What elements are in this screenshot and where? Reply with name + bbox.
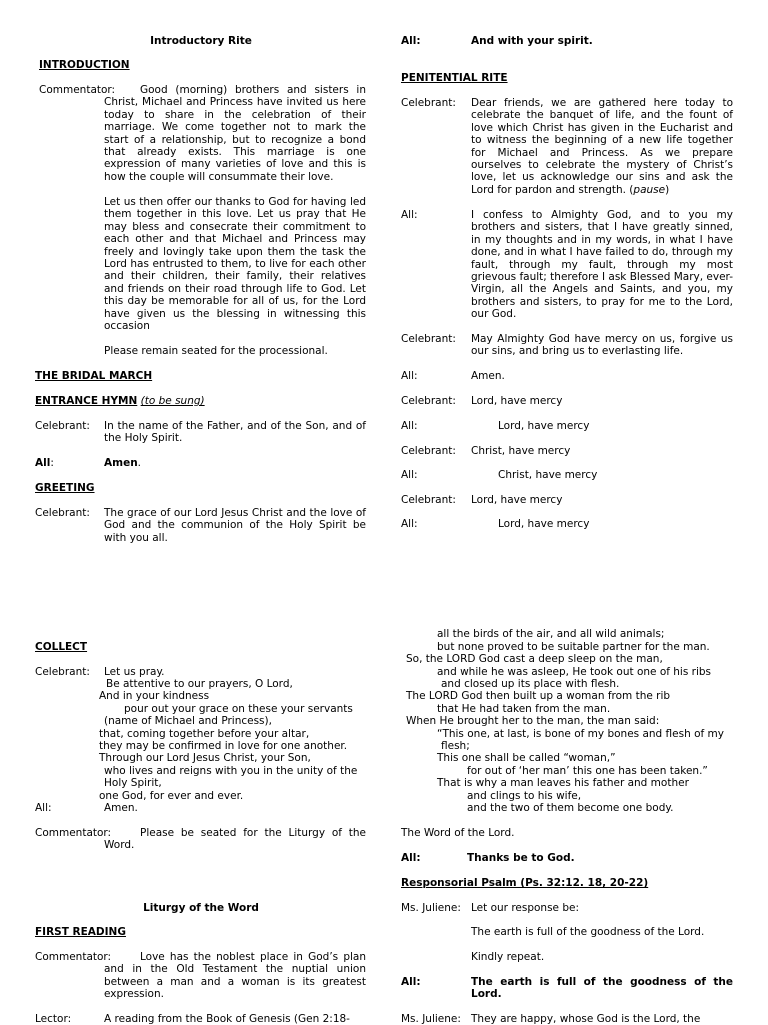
amen-response xyxy=(104,457,141,469)
reading-commentator-label: Commentator: xyxy=(35,951,112,963)
response-all-label: All: xyxy=(401,976,421,988)
collect-all-label: All: xyxy=(35,802,52,814)
kindly-repeat-text: Kindly repeat. xyxy=(471,951,545,963)
genesis-line: The LORD God then built up a woman from the rib xyxy=(406,690,671,702)
confiteor-text: I confess to Almighty God, and to you my brothers and sisters, that I have greatly sinned, in my thoughts and in my words, in what I have done, and in what I have failed to do, through my fault, through my fault, through my most grievous fault; therefore I ask Blessed Mary, ever-Virgin, all the Angels and Saints, and you, my brothers and sisters, to pray for me to the Lord, our God. xyxy=(471,209,733,321)
collect-heading: COLLECT xyxy=(35,641,88,653)
reading-intro-text: A reading from the Book of Genesis (Gen 2:18- xyxy=(104,1013,350,1025)
collect-line: Be attentive to our prayers, O Lord, xyxy=(106,678,293,690)
kyrie-all-1: All: xyxy=(401,420,418,432)
christe-line: Christ, have mercy xyxy=(471,445,571,457)
juliene-label-1: Ms. Juliene: xyxy=(401,902,461,914)
may-almighty-celebrant-label: Celebrant: xyxy=(401,333,456,345)
kyrie-response-3: Lord, have mercy xyxy=(498,518,590,530)
liturgy-of-word-title: Liturgy of the Word xyxy=(143,902,259,914)
genesis-line: “This one, at last, is bone of my bones and flesh of my xyxy=(437,728,724,740)
genesis-line: that He had taken from the man. xyxy=(437,703,611,715)
entrance-hymn-heading xyxy=(35,395,205,407)
genesis-line: flesh; xyxy=(441,740,470,752)
entrance-hymn-label: ENTRANCE HYMN xyxy=(35,395,138,407)
celebrant-label: Celebrant: xyxy=(35,420,90,432)
genesis-line: So, the LORD God cast a deep sleep on the man, xyxy=(406,653,663,665)
confiteor-all-label: All: xyxy=(401,209,418,221)
collect-amen: Amen. xyxy=(104,802,138,814)
penitential-rite-heading: PENITENTIAL RITE xyxy=(401,72,508,84)
christe-response: Christ, have mercy xyxy=(498,469,598,481)
collect-line: who lives and reigns with you in the unity of the xyxy=(104,765,358,777)
kyrie-line-3: Lord, have mercy xyxy=(471,494,563,506)
kyrie-all-2: All: xyxy=(401,469,418,481)
amen-text: Amen. xyxy=(471,370,505,382)
love-noblest-text: Love has the noblest place in God’s plan and in the Old Testament the nuptial union between a man and a woman is its greatest expression. xyxy=(104,951,366,1001)
penitential-celebrant-label: Celebrant: xyxy=(401,97,456,109)
kyrie-all-3: All: xyxy=(401,518,418,530)
greeting-celebrant-label: Celebrant: xyxy=(35,507,90,519)
genesis-line: all the birds of the air, and all wild animals; xyxy=(437,628,665,640)
collect-line: Let us pray. xyxy=(104,666,165,678)
dear-friends-body: Dear friends, we are gathered here today to celebrate the banquet of life, and the fount of love which Christ has given in the Eucharist and to witness the beginning of a new life together for Michael and Princess. As we prepare ourselves to celebrate the mystery of Christ’s love, let us acknowledge our sins and ask the Lord for pardon and strength. ( xyxy=(471,97,733,196)
earth-full-bold: The earth is full of the goodness of the Lord. xyxy=(471,976,733,1001)
responsorial-psalm-heading: Responsorial Psalm (Ps. 32:12. 18, 20-22) xyxy=(401,877,649,889)
pause-note: pause xyxy=(633,183,666,196)
genesis-line: This one shall be called “woman,” xyxy=(437,752,616,764)
genesis-line: and closed up its place with flesh. xyxy=(441,678,620,690)
they-are-happy-text: They are happy, whose God is the Lord, the xyxy=(471,1013,701,1025)
introductory-rite-title: Introductory Rite xyxy=(150,35,252,47)
lector-label: Lector: xyxy=(35,1013,72,1025)
kyrie-celebrant-3: Celebrant: xyxy=(401,494,456,506)
genesis-line: and the two of them become one body. xyxy=(467,802,674,814)
thanks-be-to-god: Thanks be to God. xyxy=(467,852,575,864)
collect-celebrant-label: Celebrant: xyxy=(35,666,90,678)
collect-line: (name of Michael and Princess), xyxy=(104,715,272,727)
sign-of-cross-text: In the name of the Father, and of the Son, and of the Holy Spirit. xyxy=(104,420,366,445)
intro-paragraph-2: Let us then offer our thanks to God for having led them together in this love. Let us pray that He may bless and consecrate their commitment to each other and that Michael and Princess may freely and lovingly take upon them the task the Lord has entrusted to them, to live for each other and their children, their family, their relatives and friends on their road through life to God. Let this day be memorable for all of us, for the Lord have given us the blessing in witnessing this occasion xyxy=(104,196,366,333)
kyrie-response-1: Lord, have mercy xyxy=(498,420,590,432)
earth-full-text: The earth is full of the goodness of the Lord. xyxy=(471,926,705,938)
collect-line: that, coming together before your altar, xyxy=(99,728,310,740)
liturgy-commentator-label: Commentator: xyxy=(35,827,112,839)
collect-line: they may be confirmed in love for one another. xyxy=(99,740,348,752)
collect-line: Through our Lord Jesus Christ, your Son, xyxy=(99,752,311,764)
word-of-lord: The Word of the Lord. xyxy=(401,827,515,839)
please-be-seated-text: Please be seated for the Liturgy of the Word. xyxy=(104,827,366,852)
kyrie-line-1: Lord, have mercy xyxy=(471,395,563,407)
kyrie-celebrant-2: Celebrant: xyxy=(401,445,456,457)
all-label: All xyxy=(35,457,51,469)
genesis-line: and while he was asleep, He took out one of his ribs xyxy=(437,666,712,678)
greeting-heading: GREETING xyxy=(35,482,95,494)
collect-line: pour out your grace on these your servants xyxy=(124,703,353,715)
commentator-label: Commentator: xyxy=(39,84,116,96)
kyrie-celebrant-1: Celebrant: xyxy=(401,395,456,407)
all-label-top: All: xyxy=(401,35,421,47)
response-be-text: Let our response be: xyxy=(471,902,580,914)
genesis-line: When He brought her to the man, the man said: xyxy=(406,715,660,727)
collect-line: one God, for ever and ever. xyxy=(99,790,244,802)
amen-all-label: All: xyxy=(401,370,418,382)
genesis-line: That is why a man leaves his father and mother xyxy=(437,777,689,789)
greeting-text: The grace of our Lord Jesus Christ and the love of God and the communion of the Holy Spirit be with you all. xyxy=(104,507,366,544)
may-almighty-text: May Almighty God have mercy on us, forgive us our sins, and bring us to everlasting life. xyxy=(471,333,733,358)
collect-line: Holy Spirit, xyxy=(104,777,162,789)
amen-dot: . xyxy=(137,457,142,469)
intro-paragraph-3: Please remain seated for the processional. xyxy=(104,345,328,357)
thanks-all-label: All: xyxy=(401,852,421,864)
pause-close: ) xyxy=(665,183,670,196)
dear-friends-text xyxy=(471,97,733,196)
genesis-line: but none proved to be suitable partner for the man. xyxy=(437,641,710,653)
juliene-label-2: Ms. Juliene: xyxy=(401,1013,461,1025)
first-reading-heading: FIRST READING xyxy=(35,926,126,938)
introduction-heading: INTRODUCTION xyxy=(39,59,130,71)
bridal-march-heading: THE BRIDAL MARCH xyxy=(35,370,153,382)
collect-line: And in your kindness xyxy=(99,690,210,702)
all-colon: : xyxy=(50,457,54,469)
and-with-your-spirit: And with your spirit. xyxy=(471,35,593,47)
entrance-hymn-note: (to be sung) xyxy=(140,395,205,407)
genesis-line: for out of ‘her man’ this one has been taken.” xyxy=(467,765,708,777)
amen-word: Amen xyxy=(104,457,138,469)
all-amen-label xyxy=(35,457,54,469)
genesis-line: and clings to his wife, xyxy=(467,790,582,802)
intro-paragraph-1: Good (morning) brothers and sisters in Christ, Michael and Princess have invited us here today to share in the celebration of their marriage. We come together not to mark the start of a relationship, but to recognize a bond that already exists. This marriage is one expression of many varieties of love and this is how the couple will consummate their love. xyxy=(104,84,366,183)
